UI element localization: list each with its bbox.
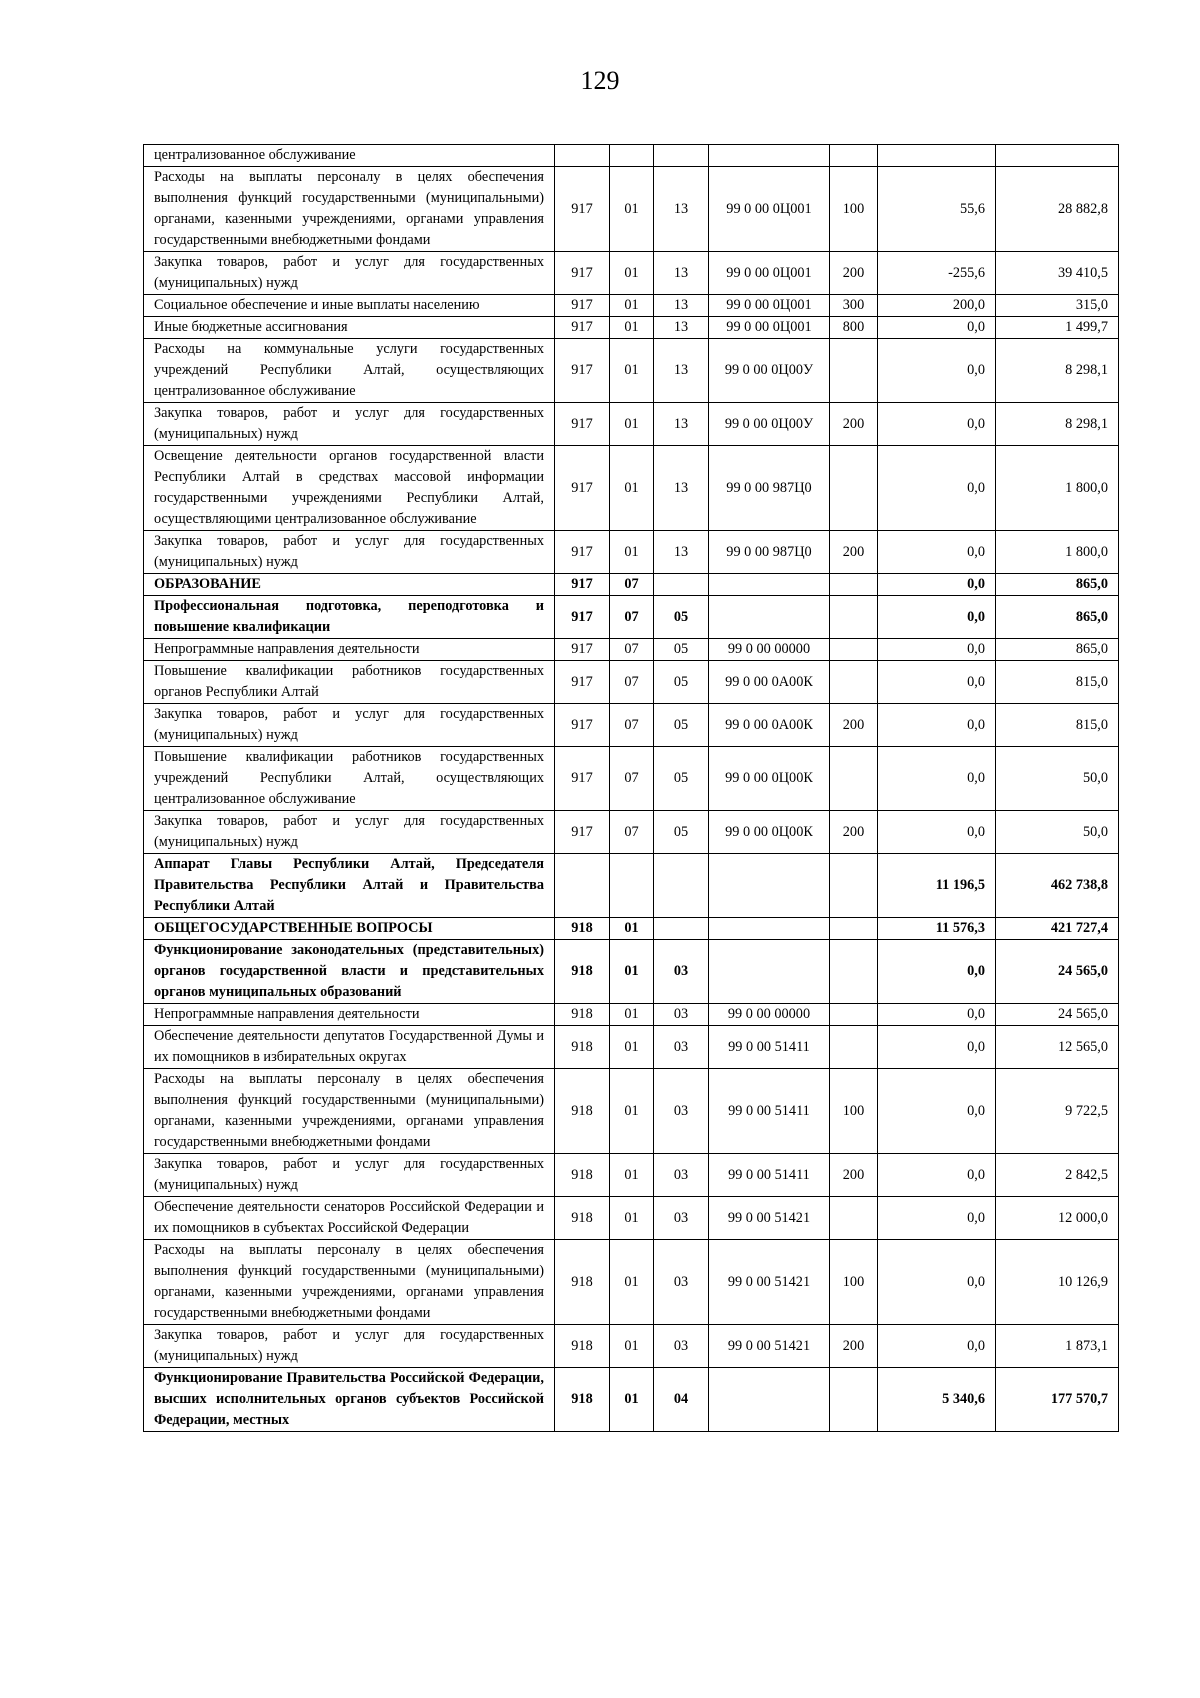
table-row: [144, 317, 1119, 339]
total-amount-cell: 315,0: [996, 295, 1119, 317]
table-row: [144, 940, 1119, 1004]
change-amount-cell: 0,0: [878, 317, 996, 339]
ministry-code-cell: 918: [555, 918, 610, 940]
ministry-code-cell: 917: [555, 661, 610, 704]
section-code-cell: [610, 145, 654, 167]
expense-name-cell: Аппарат Главы Республики Алтай, Председателя Правительства Республики Алтай и Правительства Республики Алтай: [144, 854, 555, 918]
ministry-code-cell: 918: [555, 1004, 610, 1026]
ministry-code-cell: 917: [555, 747, 610, 811]
total-amount-cell: 865,0: [996, 639, 1119, 661]
total-amount-cell: 1 800,0: [996, 446, 1119, 531]
subsection-code-cell: 13: [654, 403, 709, 446]
table-row: [144, 403, 1119, 446]
ministry-code-cell: 918: [555, 1325, 610, 1368]
expense-type-cell: 800: [830, 317, 878, 339]
expense-type-cell: [830, 854, 878, 918]
section-code-cell: 01: [610, 317, 654, 339]
total-amount-cell: 24 565,0: [996, 1004, 1119, 1026]
subsection-code-cell: 03: [654, 1325, 709, 1368]
section-code-cell: 07: [610, 747, 654, 811]
change-amount-cell: 0,0: [878, 1197, 996, 1240]
subsection-code-cell: 03: [654, 1069, 709, 1154]
expense-name-cell: Социальное обеспечение и иные выплаты населению: [144, 295, 555, 317]
total-amount-cell: 50,0: [996, 811, 1119, 854]
section-code-cell: 01: [610, 918, 654, 940]
section-code-cell: 01: [610, 1154, 654, 1197]
section-code-cell: 01: [610, 252, 654, 295]
change-amount-cell: [878, 145, 996, 167]
section-code-cell: 01: [610, 295, 654, 317]
subsection-code-cell: 05: [654, 747, 709, 811]
change-amount-cell: 0,0: [878, 1026, 996, 1069]
expense-type-cell: [830, 1368, 878, 1432]
ministry-code-cell: 917: [555, 317, 610, 339]
expense-type-cell: [830, 661, 878, 704]
change-amount-cell: 200,0: [878, 295, 996, 317]
subsection-code-cell: 05: [654, 661, 709, 704]
subsection-code-cell: 05: [654, 811, 709, 854]
target-article-cell: [709, 940, 830, 1004]
table-row: [144, 1154, 1119, 1197]
table-row: [144, 295, 1119, 317]
total-amount-cell: 815,0: [996, 704, 1119, 747]
ministry-code-cell: 918: [555, 1240, 610, 1325]
table-row: [144, 1368, 1119, 1432]
subsection-code-cell: 13: [654, 317, 709, 339]
expense-name-cell: Обеспечение деятельности сенаторов Российской Федерации и их помощников в субъектах Российской Федерации: [144, 1197, 555, 1240]
total-amount-cell: 12 000,0: [996, 1197, 1119, 1240]
expense-name-cell: Закупка товаров, работ и услуг для государственных (муниципальных) нужд: [144, 811, 555, 854]
change-amount-cell: 0,0: [878, 596, 996, 639]
subsection-code-cell: 03: [654, 1004, 709, 1026]
table-row: [144, 811, 1119, 854]
ministry-code-cell: 917: [555, 446, 610, 531]
subsection-code-cell: 03: [654, 1026, 709, 1069]
table-row: [144, 1325, 1119, 1368]
target-article-cell: [709, 1368, 830, 1432]
target-article-cell: 99 0 00 987Ц0: [709, 446, 830, 531]
subsection-code-cell: 13: [654, 167, 709, 252]
subsection-code-cell: [654, 854, 709, 918]
target-article-cell: 99 0 00 51411: [709, 1026, 830, 1069]
total-amount-cell: 8 298,1: [996, 339, 1119, 403]
subsection-code-cell: 05: [654, 596, 709, 639]
section-code-cell: 07: [610, 574, 654, 596]
target-article-cell: [709, 918, 830, 940]
total-amount-cell: 865,0: [996, 596, 1119, 639]
ministry-code-cell: 917: [555, 531, 610, 574]
expense-name-cell: Закупка товаров, работ и услуг для государственных (муниципальных) нужд: [144, 403, 555, 446]
expense-type-cell: 200: [830, 1154, 878, 1197]
total-amount-cell: 50,0: [996, 747, 1119, 811]
expense-type-cell: 100: [830, 167, 878, 252]
ministry-code-cell: 917: [555, 252, 610, 295]
expense-name-cell: Закупка товаров, работ и услуг для государственных (муниципальных) нужд: [144, 252, 555, 295]
table-row: [144, 1197, 1119, 1240]
subsection-code-cell: 13: [654, 252, 709, 295]
target-article-cell: 99 0 00 0Ц00У: [709, 339, 830, 403]
expense-type-cell: [830, 639, 878, 661]
total-amount-cell: 421 727,4: [996, 918, 1119, 940]
expense-type-cell: [830, 145, 878, 167]
budget-table: [143, 144, 1119, 1432]
change-amount-cell: 0,0: [878, 1154, 996, 1197]
ministry-code-cell: [555, 854, 610, 918]
target-article-cell: 99 0 00 51421: [709, 1325, 830, 1368]
change-amount-cell: 11 576,3: [878, 918, 996, 940]
change-amount-cell: 0,0: [878, 1069, 996, 1154]
table-row: [144, 661, 1119, 704]
change-amount-cell: 0,0: [878, 704, 996, 747]
target-article-cell: 99 0 00 51411: [709, 1069, 830, 1154]
table-row: [144, 1026, 1119, 1069]
target-article-cell: [709, 596, 830, 639]
table-row: [144, 1004, 1119, 1026]
expense-type-cell: [830, 1004, 878, 1026]
page-number: 129: [580, 66, 620, 95]
target-article-cell: 99 0 00 51421: [709, 1197, 830, 1240]
change-amount-cell: 0,0: [878, 574, 996, 596]
section-code-cell: 01: [610, 1368, 654, 1432]
subsection-code-cell: 03: [654, 1154, 709, 1197]
section-code-cell: 07: [610, 639, 654, 661]
expense-name-cell: Повышение квалификации работников государственных учреждений Республики Алтай, осуществляющих централизованное обслуживание: [144, 747, 555, 811]
table-row: [144, 145, 1119, 167]
target-article-cell: 99 0 00 0Ц00К: [709, 747, 830, 811]
expense-name-cell: Повышение квалификации работников государственных органов Республики Алтай: [144, 661, 555, 704]
expense-name-cell: Расходы на выплаты персоналу в целях обеспечения выполнения функций государственными (муниципальными) органами, казенными учреждениями, органами управления государственными внебюджетными фондами: [144, 1069, 555, 1154]
target-article-cell: 99 0 00 0А00К: [709, 704, 830, 747]
expense-name-cell: Закупка товаров, работ и услуг для государственных (муниципальных) нужд: [144, 704, 555, 747]
table-row: [144, 1240, 1119, 1325]
expense-type-cell: 200: [830, 252, 878, 295]
ministry-code-cell: 917: [555, 596, 610, 639]
target-article-cell: 99 0 00 0Ц00У: [709, 403, 830, 446]
section-code-cell: 01: [610, 167, 654, 252]
target-article-cell: 99 0 00 0Ц001: [709, 252, 830, 295]
table-row: [144, 252, 1119, 295]
total-amount-cell: [996, 145, 1119, 167]
subsection-code-cell: 13: [654, 339, 709, 403]
target-article-cell: 99 0 00 987Ц0: [709, 531, 830, 574]
target-article-cell: 99 0 00 51411: [709, 1154, 830, 1197]
target-article-cell: 99 0 00 0Ц001: [709, 295, 830, 317]
section-code-cell: 01: [610, 1004, 654, 1026]
change-amount-cell: 0,0: [878, 531, 996, 574]
expense-type-cell: 100: [830, 1240, 878, 1325]
total-amount-cell: 8 298,1: [996, 403, 1119, 446]
expense-type-cell: 200: [830, 811, 878, 854]
total-amount-cell: 28 882,8: [996, 167, 1119, 252]
table-row: [144, 446, 1119, 531]
change-amount-cell: 0,0: [878, 639, 996, 661]
target-article-cell: 99 0 00 0Ц001: [709, 167, 830, 252]
expense-name-cell: Расходы на коммунальные услуги государственных учреждений Республики Алтай, осуществляющих централизованное обслуживание: [144, 339, 555, 403]
expense-name-cell: Закупка товаров, работ и услуг для государственных (муниципальных) нужд: [144, 1154, 555, 1197]
table-row: [144, 596, 1119, 639]
change-amount-cell: 0,0: [878, 339, 996, 403]
expense-name-cell: Функционирование Правительства Российской Федерации, высших исполнительных органов субъектов Российской Федерации, местных: [144, 1368, 555, 1432]
expense-name-cell: Обеспечение деятельности депутатов Государственной Думы и их помощников в избирательных округах: [144, 1026, 555, 1069]
table-row: [144, 704, 1119, 747]
section-code-cell: 07: [610, 704, 654, 747]
ministry-code-cell: 918: [555, 940, 610, 1004]
expense-name-cell: ОБЩЕГОСУДАРСТВЕННЫЕ ВОПРОСЫ: [144, 918, 555, 940]
change-amount-cell: 0,0: [878, 747, 996, 811]
expense-name-cell: Расходы на выплаты персоналу в целях обеспечения выполнения функций государственными (муниципальными) органами, казенными учреждениями, органами управления государственными внебюджетными фондами: [144, 167, 555, 252]
change-amount-cell: 11 196,5: [878, 854, 996, 918]
section-code-cell: 01: [610, 531, 654, 574]
subsection-code-cell: 04: [654, 1368, 709, 1432]
section-code-cell: [610, 854, 654, 918]
expense-name-cell: Непрограммные направления деятельности: [144, 639, 555, 661]
expense-name-cell: Профессиональная подготовка, переподготовка и повышение квалификации: [144, 596, 555, 639]
section-code-cell: 07: [610, 811, 654, 854]
expense-type-cell: [830, 940, 878, 1004]
expense-name-cell: Закупка товаров, работ и услуг для государственных (муниципальных) нужд: [144, 1325, 555, 1368]
table-row: [144, 339, 1119, 403]
target-article-cell: 99 0 00 51421: [709, 1240, 830, 1325]
change-amount-cell: 0,0: [878, 1240, 996, 1325]
change-amount-cell: 0,0: [878, 1325, 996, 1368]
section-code-cell: 01: [610, 403, 654, 446]
table-row: [144, 531, 1119, 574]
section-code-cell: 07: [610, 596, 654, 639]
expense-type-cell: 100: [830, 1069, 878, 1154]
ministry-code-cell: 917: [555, 639, 610, 661]
section-code-cell: 01: [610, 1240, 654, 1325]
subsection-code-cell: 05: [654, 639, 709, 661]
subsection-code-cell: 13: [654, 531, 709, 574]
expense-name-cell: Закупка товаров, работ и услуг для государственных (муниципальных) нужд: [144, 531, 555, 574]
table-row: [144, 639, 1119, 661]
section-code-cell: 01: [610, 339, 654, 403]
ministry-code-cell: 918: [555, 1026, 610, 1069]
total-amount-cell: 24 565,0: [996, 940, 1119, 1004]
target-article-cell: 99 0 00 0Ц001: [709, 317, 830, 339]
expense-type-cell: [830, 1197, 878, 1240]
target-article-cell: [709, 854, 830, 918]
change-amount-cell: 0,0: [878, 1004, 996, 1026]
expense-name-cell: ОБРАЗОВАНИЕ: [144, 574, 555, 596]
subsection-code-cell: 03: [654, 1197, 709, 1240]
target-article-cell: 99 0 00 00000: [709, 1004, 830, 1026]
ministry-code-cell: [555, 145, 610, 167]
expense-type-cell: [830, 596, 878, 639]
total-amount-cell: 39 410,5: [996, 252, 1119, 295]
section-code-cell: 01: [610, 1026, 654, 1069]
change-amount-cell: 0,0: [878, 940, 996, 1004]
expense-name-cell: Функционирование законодательных (представительных) органов государственной власти и представительных органов муниципальных образований: [144, 940, 555, 1004]
expense-type-cell: [830, 918, 878, 940]
ministry-code-cell: 918: [555, 1069, 610, 1154]
ministry-code-cell: 918: [555, 1154, 610, 1197]
target-article-cell: 99 0 00 00000: [709, 639, 830, 661]
ministry-code-cell: 917: [555, 574, 610, 596]
change-amount-cell: 0,0: [878, 446, 996, 531]
total-amount-cell: 1 800,0: [996, 531, 1119, 574]
target-article-cell: [709, 574, 830, 596]
total-amount-cell: 10 126,9: [996, 1240, 1119, 1325]
expense-type-cell: 300: [830, 295, 878, 317]
ministry-code-cell: 917: [555, 704, 610, 747]
table-row: [144, 854, 1119, 918]
total-amount-cell: 12 565,0: [996, 1026, 1119, 1069]
total-amount-cell: 1 499,7: [996, 317, 1119, 339]
total-amount-cell: 2 842,5: [996, 1154, 1119, 1197]
total-amount-cell: 177 570,7: [996, 1368, 1119, 1432]
expense-type-cell: [830, 574, 878, 596]
expense-type-cell: [830, 446, 878, 531]
section-code-cell: 07: [610, 661, 654, 704]
table-row: [144, 918, 1119, 940]
total-amount-cell: 815,0: [996, 661, 1119, 704]
budget-table-body: [144, 145, 1119, 1432]
table-row: [144, 747, 1119, 811]
expense-type-cell: 200: [830, 531, 878, 574]
subsection-code-cell: [654, 918, 709, 940]
change-amount-cell: 0,0: [878, 811, 996, 854]
subsection-code-cell: [654, 574, 709, 596]
ministry-code-cell: 918: [555, 1197, 610, 1240]
expense-type-cell: 200: [830, 403, 878, 446]
expense-name-cell: Непрограммные направления деятельности: [144, 1004, 555, 1026]
subsection-code-cell: 03: [654, 1240, 709, 1325]
section-code-cell: 01: [610, 1325, 654, 1368]
change-amount-cell: 55,6: [878, 167, 996, 252]
expense-name-cell: Освещение деятельности органов государственной власти Республики Алтай в средствах массовой информации государственными учреждениями Республики Алтай, осуществляющими централизованное обслуживание: [144, 446, 555, 531]
target-article-cell: [709, 145, 830, 167]
expense-name-cell: Иные бюджетные ассигнования: [144, 317, 555, 339]
table-row: [144, 574, 1119, 596]
change-amount-cell: 0,0: [878, 403, 996, 446]
ministry-code-cell: 917: [555, 295, 610, 317]
change-amount-cell: 5 340,6: [878, 1368, 996, 1432]
ministry-code-cell: 917: [555, 403, 610, 446]
section-code-cell: 01: [610, 446, 654, 531]
table-row: [144, 167, 1119, 252]
expense-type-cell: [830, 1026, 878, 1069]
expense-name-cell: централизованное обслуживание: [144, 145, 555, 167]
subsection-code-cell: 13: [654, 446, 709, 531]
total-amount-cell: 9 722,5: [996, 1069, 1119, 1154]
target-article-cell: 99 0 00 0А00К: [709, 661, 830, 704]
section-code-cell: 01: [610, 1069, 654, 1154]
total-amount-cell: 462 738,8: [996, 854, 1119, 918]
change-amount-cell: 0,0: [878, 661, 996, 704]
expense-type-cell: [830, 747, 878, 811]
expense-type-cell: 200: [830, 704, 878, 747]
section-code-cell: 01: [610, 1197, 654, 1240]
subsection-code-cell: [654, 145, 709, 167]
ministry-code-cell: 917: [555, 811, 610, 854]
subsection-code-cell: 03: [654, 940, 709, 1004]
subsection-code-cell: 05: [654, 704, 709, 747]
table-row: [144, 1069, 1119, 1154]
total-amount-cell: 865,0: [996, 574, 1119, 596]
change-amount-cell: -255,6: [878, 252, 996, 295]
ministry-code-cell: 918: [555, 1368, 610, 1432]
target-article-cell: 99 0 00 0Ц00К: [709, 811, 830, 854]
expense-type-cell: [830, 339, 878, 403]
ministry-code-cell: 917: [555, 167, 610, 252]
expense-name-cell: Расходы на выплаты персоналу в целях обеспечения выполнения функций государственными (муниципальными) органами, казенными учреждениями, органами управления государственными внебюджетными фондами: [144, 1240, 555, 1325]
expense-type-cell: 200: [830, 1325, 878, 1368]
ministry-code-cell: 917: [555, 339, 610, 403]
section-code-cell: 01: [610, 940, 654, 1004]
subsection-code-cell: 13: [654, 295, 709, 317]
total-amount-cell: 1 873,1: [996, 1325, 1119, 1368]
